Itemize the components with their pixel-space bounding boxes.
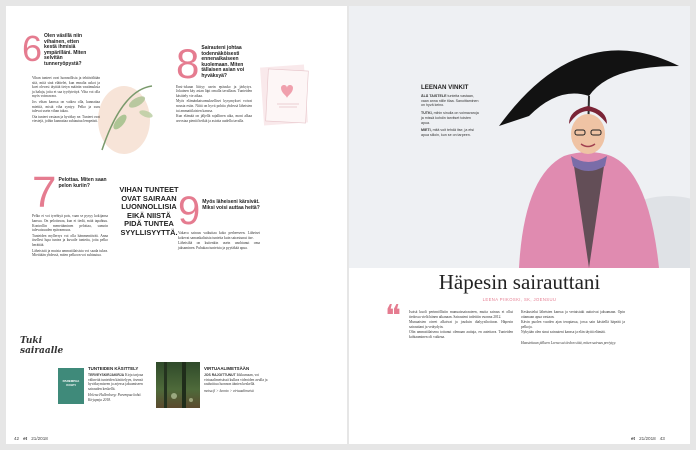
- question-9-heading: Myös läheiseni kärsivät. Miksi voisi auttaa heitä?: [202, 199, 260, 211]
- paragraph: Vakava sairaus vaikuttaa koko perheeseen. Läheiset kokevat samankaltaisia tunteita kuin sairastunut itse.: [178, 231, 260, 240]
- question-8-block: [176, 40, 252, 123]
- left-page: [6, 6, 347, 444]
- tips-box: [421, 84, 479, 138]
- right-page: [349, 6, 690, 444]
- paragraph: Munuaisten oireet alkoivat ja jouduin dialyysihoitoon. Häpesin sairauttani ja vetäydyin.: [409, 320, 513, 329]
- paragraph: Nykyään olen sinut sairauteni kanssa ja elän täyttä elämää.: [521, 330, 606, 335]
- paragraph: Olin ammattilaisena tottunut olemaan auttaja, en autettava. Tunteiden kohtaaminen oli vaikeaa.: [409, 330, 513, 339]
- book-1-text: TUNTEIDEN KÄSITTELY TERVEYSKIRJAKIRJA Kirja tarjoaa välineitä tunteiden käsittelyyn, itsensä hyväksymiseen ja arjessa jaksamiseen sairauden keskellä. Helena Hallenberg: Parempaa kohti. Kirjapaja 2018.: [88, 366, 144, 402]
- paragraph: Läheisiltä on kuitenkin usein unohtunut oma jaksaminen. Puhukaa tunteista ja pyytäkää apua.: [178, 241, 260, 250]
- question-6-body: [32, 76, 100, 124]
- paragraph: Keskustelut läheisten kanssa ja vertaistuki auttoivat jaksamaan. Opin ottamaan apua vastaan.: [521, 310, 625, 319]
- article-column-1: [409, 310, 513, 340]
- tip-item: ÄLÄ TAISTELE tunteita vastaan, vaan anna niille tilaa. Sanoittaminen on hyvä keino.: [421, 94, 479, 108]
- tip-item: TUTKI, mihin sinulla on voimavaroja ja missä kohdin tarvitset toisten apua.: [421, 111, 479, 125]
- paragraph: Ota tunteet vastaan ja hyväksy ne. Tunteet ovat viestejä, joihin kannattaa suhtautua lempeästi.: [32, 114, 100, 124]
- watercolor-leaves-decoration: [92, 80, 164, 160]
- article-title: Häpesin sairauttani: [438, 270, 601, 294]
- greeting-card-illustration: [259, 62, 313, 128]
- forest-image: [156, 362, 200, 408]
- paragraph: Läheisistä ja muista ammattilaisista voi saada tukea. Mietitään yhdessä, miten pelkoon voi suhtautua.: [32, 248, 108, 258]
- paragraph: Ensi-iskuun liittyy usein epäusko ja järkytys. Jokainen käy asian läpi omalla tavallaan. Tunteiden käsittely vie aikaa.: [176, 84, 252, 98]
- magazine-brand: et: [631, 436, 636, 441]
- question-6-heading: Olen väsillä niin vihainen, etten kestä ihmisiä ympärilläni. Miten selvitän tunneryöpystä?: [44, 33, 87, 67]
- question-9-block: [178, 189, 260, 250]
- page-number: 43: [659, 436, 665, 441]
- question-7-heading: Pelottaa. Miten saan pelon kuriin?: [58, 177, 107, 189]
- tip-item: MIETI, mitä voit tehdä itse, ja etsi apua silloin, kun se on tarpeen.: [421, 128, 474, 137]
- question-number-8: 8: [176, 40, 200, 87]
- paragraph: Jos vihan kanssa on vaikea olla, kannattaa miettiä, mistä viha syntyy. Pelko ja suru tulevat usein vihan takaa.: [32, 99, 100, 114]
- paragraph: Kun elämää on jäljellä rajallinen aika, moni alkaa arvostaa pieniä hetkiä ja asioita uudella tavalla.: [176, 114, 252, 123]
- issue-number: 21/2018: [639, 436, 656, 441]
- paragraph: Isoisä kuoli perinnöllisiin munuaissairauteen, mutta sairaus ei ollut tiedossa vielä hänen aikanaan. Sairauteni todettiin vuonna 2012.: [409, 310, 513, 319]
- paragraph: Kävin puolen vuoden ajan terapiassa, jossa sain käsitellä häpeää ja pelkoja.: [521, 320, 625, 329]
- paragraph: Pelko ei voi tyrehtyä pois, vaan se pysyy kokijansa kanssa. On pelottavaa, kun ei tiedä, mitä tapahtuu. Kontrollin menettäminen pelottaa, samoin tulevaisuuden epävarmuus.: [32, 214, 108, 233]
- page-number: 42: [14, 436, 20, 441]
- paragraph: Vihan tunteet ovat luonnollisia ja tehtävältään sitä, mitä sinä elättelet, kun ennalta uskot ja koet olevasi täyttää tietyn määrän vaatimuksia ja haluja, joita et saa tyydytettyä. Viha voi olla myös voimavara.: [32, 76, 100, 99]
- photo-caption: Haasteitaan jälkeen Leena sai tiedon siitä, miten sairaus periytyy.: [521, 340, 617, 345]
- support-section-heading: Tuki sairaalle: [20, 336, 64, 356]
- question-8-heading: Sairauteni johtaa todennäköisesti ennenaikaiseen kuolemaan. Miten tällaisen asian voi hyväksyä?: [201, 45, 245, 79]
- tips-heading: LEENAN VINKIT: [421, 84, 469, 91]
- question-number-6: 6: [22, 28, 43, 69]
- book-cover-parempaa-kohti: PAREMPAA KOHTI: [58, 368, 84, 404]
- byline: LEENA PIIKOSKI, SK, JOENSUU: [482, 297, 557, 302]
- book-2-text: VIRTUAALIMETSÄÄN JOS RAJOITTUNUT liikkumaan, voi virtuaalimetsässä kulkea videoiden avulla ja rauhoittua luonnon äänien keskellä. metsa.fi > luonto > virtuaalimetsä: [204, 366, 268, 393]
- magazine-brand: et: [23, 436, 28, 441]
- question-number-9: 9: [178, 189, 201, 233]
- paragraph: Myös elämänkatsomukselliset kysymykset voivat nousta esiin. Niitä on hyvä pohtia yhdessä läheisten tai ammattilaisten kanssa.: [176, 99, 252, 113]
- quote-mark-icon: ❝: [385, 299, 402, 334]
- left-page-footer: [14, 436, 48, 441]
- question-7-block: [32, 168, 108, 258]
- paragraph: Tunteiden myllerrys voi olla hämmentävää. Anna itsellesi lupa tuntea ja kuvaile tunteita, joita pelko herättää.: [32, 233, 108, 247]
- right-page-footer: [631, 436, 665, 441]
- question-6-block: [22, 28, 89, 69]
- photo-leena-with-umbrella: [349, 6, 690, 268]
- issue-number: 21/2018: [31, 436, 48, 441]
- question-number-7: 7: [32, 168, 57, 217]
- pull-quote: VIHAN TUNTEET OVAT SAIRAAN LUONNOLLISIA EIKÄ NIISTÄ PIDÄ TUNTEA SYYLLISYYTTÄ.: [119, 185, 179, 237]
- article-column-2: [521, 310, 625, 346]
